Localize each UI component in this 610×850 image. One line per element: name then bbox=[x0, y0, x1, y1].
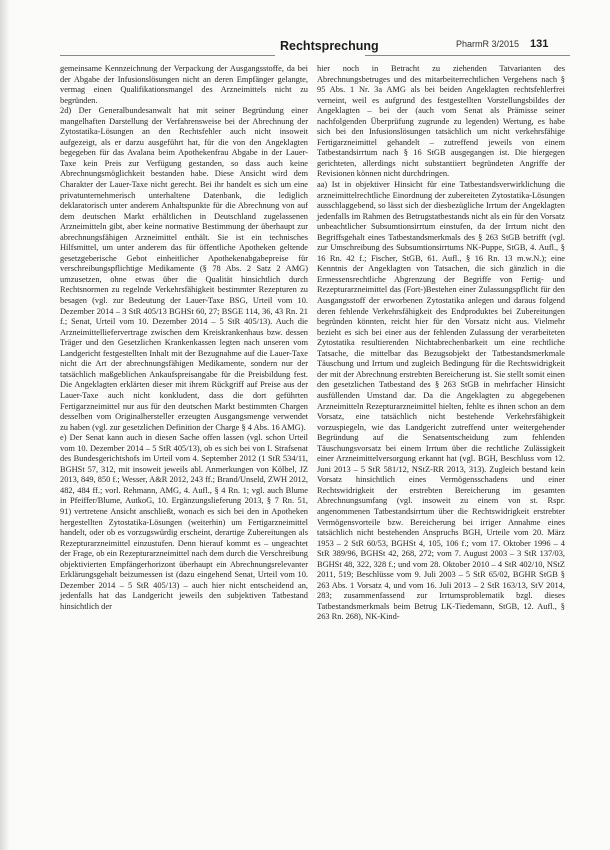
paragraph: 2d) Der Generalbundesanwalt hat mit seiner Begründung einer mangelhaften Darstellung der Verfahrensweise bei der Abrechnung der Zytostatika-Lösungen an den Rechtsfehler auch nicht insoweit aufgezeigt, als er darzu ausgeführt hat, für die von den Angeklagten begegeben für das Avalana beim Apothekenfrau Abgabe in der Lauer-Taxe kein Preis zur Verfügung gestanden, so dass auch keine Abrechnungsmöglichkeit bestanden habe. Diese Ansicht wird dem Charakter der Lauer-Taxe nicht gerecht. Bei ihr handelt es sich um eine privatunternehmerisch unterhaltene Datenbank, die lediglich deklaratorisch unter anderem Anhaltspunkte für die Abrechnung von auf dem deutschen Markt erhältlichen in Deutschland zugelassenen Arzneimitteln gibt, aber keine normative Bestimmung der überhaupt zur abrechnungsfähigen Arzneimittel enthält. Sie ist ein technisches Hilfsmittel, um unter anderem das für öffentliche Apotheken geltende gesetzgeberische Gebot einheitlicher Apothekenabgabepreise für verschreibungspflichtige Medikamente (§ 78 Abs. 2 Satz 2 AMG) umzusetzen, ohne etwas über die Qualität hinsichtlich durch Rechtsnormen zu regelnde Verkehrsfähigkeit bestimmter Rezepturen zu besagen (vgl. zur Bedeutung der Lauer-Taxe BSG, Urteil vom 10. Dezember 2014 – 3 StR 405/13 BGHSt 60, 27; BSGE 114, 36, 43 Rn. 21 f.; Senat, Urteil vom 10. Dezember 2014 – 5 StR 405/13). Auch die Arzneimittelliefervertrage zwischen dem Kreiskrankenhaus bzw. dessen Träger und den Gesetzlichen Krankenkassen legten nach unseren vom Landgericht festgestellten Inhalt mit der Bezugnahme auf die Lauer-Taxe nicht die Art der abrechnungsfähigen Medikamente, sondern nur der tatsächlich maßgeblichen Ankaufspreisangabe für die Preisbildung fest. Die Angeklagten erklärten dieser mit ihrem Rückgriff auf Preise aus der Lauer-Taxe auch nicht konkludent, dass die dort geführten Fertigarzneimittel nur aus für den deutschen Markt bestimmten Chargen desselben vom Originalhersteller erzeugten Ausgangsmenge verwendet zu haben (vgl. zur gesetzlichen Definition der Charge § 4 Abs. 16 AMG). bbox=[60, 106, 308, 432]
paragraph: gemeinsame Kennzeichnung der Verpackung der Ausgangsstoffe, da bei der Abgabe der Infusionslösungen nicht an deren Empfänger gelangte, vermag einen Qualifikationsmangel des Arzneimittels nicht zu begründen. bbox=[60, 64, 308, 105]
binding-shadow bbox=[0, 0, 10, 850]
left-column bbox=[60, 64, 308, 612]
journal-issue: PharmR 3/2015 bbox=[456, 39, 520, 49]
section-title: Rechtsprechung bbox=[280, 39, 379, 53]
paragraph: e) Der Senat kann auch in diesen Sache offen lassen (vgl. schon Urteil vom 10. Dezember 2014 – 5 StR 405/13), ob es sich bei von I. Strafsenat des Bundesgerichtshofs im Urteil vom 4. September 2012 (1 StR 534/11, BGHSt 57, 312, mit insoweit jeweils abl. Anmerkungen von Kölbel, JZ 2013, 849, 850 f.; Wesser, A&R 2012, 243 ff.; Brand/Unseld, ZWH 2012, 482, 484 ff.; vorl. Rehmann, AMG, 4. Aufl., § 4 Rn. 1; vgl. auch Blume in Pfeiffer/Blume, AutkoG, 10. Ergänzungslieferung 2013, § 7 Rn. 51, 91) vertretene Ansicht anschließt, wonach es sich bei den in Apotheken hergestellten Zytostatika-Lösungen (weiterhin) um Fertigarzneimittel handelt, oder ob es vorzugswürdig erscheint, derartige Zubereitungen als Rezepturarzneimittel einzustufen. Denn hierauf kommt es – ungeachtet der Frage, ob ein Rezepturarzneimittel nach dem durch die Verschreibung objektivierten Empfängerhorizont überhaupt ein Abrechnungsrelevanter Erklärungsgehalt beizumessen ist (dazu eingehend Senat, Urteil vom 10. Dezember 2014 – 5 StR 405/13) – auch hier nicht entscheidend an, jedenfalls hat das Landgericht jeweils den subjektiven Tatbestand hinsichtlich der bbox=[60, 433, 308, 611]
page-number: 131 bbox=[530, 38, 549, 50]
header-rule-right bbox=[365, 55, 570, 56]
right-column bbox=[317, 64, 565, 623]
page-header bbox=[0, 0, 610, 60]
paragraph: aa) Ist in objektiver Hinsicht für eine Tatbestandsverwirklichung die arzneimittelrechtliche Einordnung der zubereiteten Zytostatika-Lösungen ausschlaggebend, so lässt sich der diesbezügliche Irrtum der Angeklagten jedenfalls im Rahmen des Betrugstatbestands nicht als ein für den Vorsatz unbeachtlicher Subsumtionsirrtum einstufen, da der Irrtum nicht den Begriffsgehalt eines Tatbestandsmerkmals des § 263 StGB betrifft (vgl. zur Umschreibung des Subsumtionsirrtums NK-Puppe, StGB, 4. Aufl., § 16 Rn. 42 f.; Fischer, StGB, 61. Aufl., § 16 Rn. 13 m.w.N.); eine Kenntnis der Angeklagten von Tatsachen, die sich gänzlich in die Ermessensrechtliche Abgrenzung der Begriffe von Fertig- und Rezepturarzneimittel das (Fort-)Bestehen einer Zulassungspflicht für den Ausgangsstoff der erworbenen Zytostatika anlegen und daraus folgend deren fehlende Verkehrsfähigkeit des Endproduktes bei Zubereitungen begründen könnten, reicht hier für den Vorsatz nicht aus. Vielmehr bezieht es sich bei einer aus der fehlenden Zulassung der verarbeiteten Zytostatika resultierenden Nichtabrechenbarkeit um eine rechtliche Tatsache, die mittelbar das Bezugsobjekt der Tatbestandsmerkmale Täuschung und Irrtum und zugleich Bedingung für die Rechtswidrigkeit der mit der Abrechnung erstrebten Bereicherung ist. Sie stellt somit einen den gesetzlichen Tatbestand des § 263 StGB in mehrfacher Hinsicht ausfüllenden Umstand dar. Da die Angeklagten zu abgegebenen Arzneimitteln Rezepturarzneimittel hielten, fehlte es ihnen schon an dem Vorsatz, eine tatsächlich nicht bestehende Verkehrsfähigkeit vorzuspiegeln, wie das Landgericht zutreffend unter weitergehender Begründung auf die Senatsentscheidung zum fehlenden Täuschungsvorsatz bei einem Irrtum über die rechtliche Zulässigkeit einer Arzneimittelversorgung erkannt hat (vgl. BGH, Beschluss vom 12. Juni 2013 – 5 StR 581/12, NStZ-RR 2013, 313). Zugleich bestand kein Vorsatz hinsichtlich eines Vermögensschadens und einer Rechtswidrigkeit der erstrebten Bereicherung im gesamten Abrechnungsumfang (vgl. insoweit zu einem von st. Rspr. angenommenen Tatbestandsirrtum über die Rechtswidrigkeit erstrebter Vermögensvorteile bzw. Bereicherung bei irriger Annahme eines tatsächlich nicht bestehenden Anspruchs BGH, Urteile vom 20. März 1953 – 2 StR 60/53, BGHSt 4, 105, 106 f.; vom 17. Oktober 1996 – 4 StR 389/96, BGHSt 42, 268, 272; vom 7. August 2003 – 3 StR 137/03, BGHSt 48, 322, 328 f.; und vom 28. Oktober 2010 – 4 StR 402/10, NStZ 2011, 519; Beschlüsse vom 9. Juli 2003 – 5 StR 65/02, BGHR StGB § 263 Abs. 1 Vorsatz 4, und vom 16. Juli 2013 – 2 StR 163/13, StV 2014, 283; zusammenfassend zur Irrtumsproblematik bzgl. dieses Tatbestandsmerkmals beim Betrug LK-Tiedemann, StGB, 12. Aufl., § 263 Rn. 268), NK-Kind- bbox=[317, 180, 565, 622]
header-rule-left bbox=[60, 55, 275, 56]
paragraph: hier noch in Betracht zu ziehenden Tatvarianten des Abrechnungsbetruges und des mitarbeiterrechtlichen Vergehens nach § 95 Abs. 1 Nr. 3a AMG als bei beiden Angeklagten rechtsfehlerfrei verneint, weil es aufgrund des festgestellten Vorstellungsbildes der Angeklagten – bei der (auch vom Senat als Prämisse seiner nachfolgenden Überprüfung zugrunde zu legenden) Wertung, es habe sich bei den Infusionslösungen tatsächlich um nicht verkehrsfähige Fertigarzneimittel gehandelt – zutreffend jeweils von einem Tatbestandsirrtum nach § 16 StGB ausgegangen ist. Die hiergegen gerichteten, allerdings nicht substantiiert begründeten Angriffe der Revisionen können nicht durchdringen. bbox=[317, 64, 565, 179]
